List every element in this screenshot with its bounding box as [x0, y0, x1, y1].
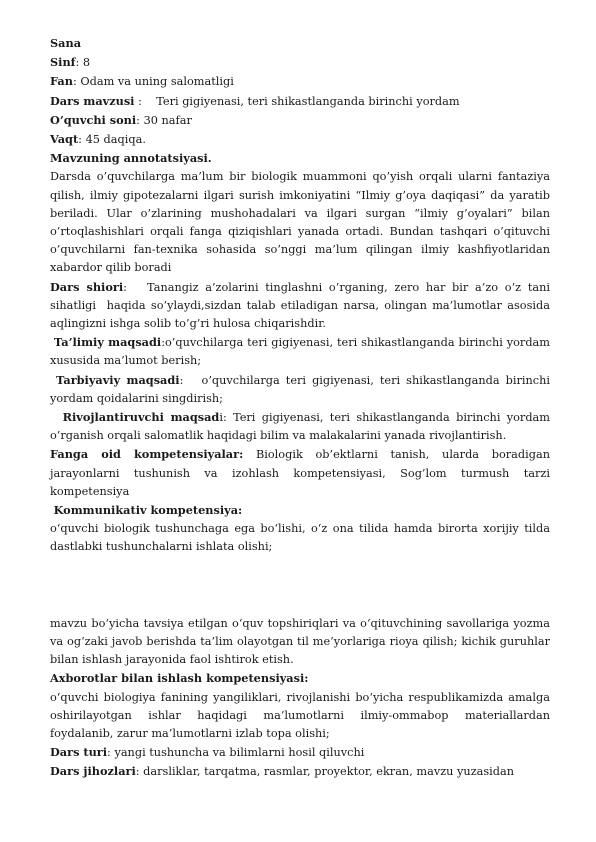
sinf-value: : 8 [75, 56, 91, 70]
annotation-title-line [50, 149, 550, 168]
upbringing-goal [50, 371, 554, 408]
educational-goal [50, 333, 550, 370]
motto-paragraph [50, 278, 554, 334]
sinf-label: Sinf [50, 55, 76, 70]
annotation-text: Darsda o’quvchilarga ma’lum bir biologik muammoni qo’yish orqali ularni fantaziya qilish, ilmiy gipotezalarni ilgari surish imkoniyatini “Ilmiy g’oya daqiqasi” da yaratib beriladi. Ular o’zlarining mushohadalari va ilgari surgan “ilmiy g’oyalari” bilan o’rtoqlashishlari orqali fanga qiziqishlari yanada ortadi. Bundan tashqari o’qituvchi o’quvchilarni fan-texnika sohasida so’nggi ma’lum qilingan ilmiy kashfiyotlaridan xabardor qilib boradi [50, 170, 550, 275]
soni-value: : 30 nafar [136, 113, 192, 127]
lesson-type-label: Dars turi [50, 745, 108, 760]
developmental-goal-suffix: i [219, 411, 223, 425]
communicative-competency-title-line [50, 501, 550, 520]
fan-line [50, 72, 550, 91]
annotation-title: Mavzuning annotatsiyasi. [50, 151, 212, 166]
fan-value: : Odam va uning salomatligi [72, 75, 234, 89]
fan-label: Fan [50, 74, 73, 89]
blank-gap [50, 557, 550, 615]
vaqt-label: Vaqt [50, 132, 79, 147]
info-competency-label: Axborotlar bilan ishlash kompetensiyasi: [50, 671, 309, 686]
sana-line [50, 34, 550, 53]
soni-line [50, 111, 550, 130]
lesson-plan-page [50, 34, 554, 782]
educational-goal-text: :o’quvchilarga teri gigiyenasi, teri shikastlanganda birinchi yordam xususida ma’lumot berish; [50, 336, 551, 368]
vaqt-value: : 45 daqiqa. [78, 133, 146, 147]
mavzu-label: Dars mavzusi [50, 93, 135, 108]
vaqt-line [50, 130, 550, 149]
soni-label: O’quvchi soni [50, 112, 137, 127]
communicative-competency-label: Kommunikativ kompetensiya: [53, 503, 243, 518]
lesson-equipment-text: : darsliklar, tarqatma, rasmlar, proyektor, ekran, mavzu yuzasidan [135, 765, 515, 779]
mavzu-line [50, 92, 550, 111]
developmental-goal [50, 408, 550, 445]
lesson-equipment-line [50, 762, 550, 781]
communicative-competency-text: o‘quvchi biologik tushunchaga ega bo‘lishi, o‘z ona tilida hamda birorta xorijiy tilda dastlabki tushunchalarni ishlata olishi; [50, 522, 550, 554]
motto-text: : Tanangiz a’zolarini tinglashni o’rganing, zero har bir a’zo o’z tani sihatligi haqida so’ylaydi,sizdan talab etiladigan narsa, olingan ma’lumotlar asosida aqlingizni ishga solib to’g’ri hulosa chiqarishdir. [50, 280, 554, 331]
subject-competency-text: Biologik ob’ektlarni tanish, ularda boradigan jarayonlarni tushunish va izohlash kompetensiyasi, Sog’lom turmush tarzi kompetensiya [50, 448, 550, 498]
info-competency-title-line [50, 669, 550, 688]
motto-label: Dars shiori [50, 279, 124, 294]
info-competency-text: o‘quvchi biologiya fanining yangiliklari, rivojlanishi bo‘yicha respublikamizda amalga oshirilayotgan ishlar haqidagi ma’lumotlarni ilmiy-ommabop materiallardan foydalanib, zarur ma’lumotlarni izlab topa olishi; [50, 690, 550, 740]
educational-goal-label: Ta’limiy maqsadi [53, 335, 162, 350]
lesson-type-line [50, 743, 550, 762]
upbringing-goal-text: : o’quvchilarga teri gigiyenasi, teri shikastlanganda birinchi yordam qoidalarini singdirish; [50, 373, 554, 405]
mavzu-value: : Teri gigiyenasi, teri shikastlanganda birinchi yordam [134, 94, 460, 108]
sana-label: Sana [50, 36, 82, 50]
subject-competency-label: Fanga oid kompetensiyalar: [50, 447, 244, 462]
sinf-line [50, 53, 550, 72]
lesson-equipment-label: Dars jihozlari [50, 764, 136, 779]
lesson-type-text: : yangi tushuncha va bilimlarni hosil qiluvchi [107, 746, 365, 760]
continued-competency-text: mavzu bo‘yicha tavsiya etilgan o‘quv topshiriqlari va o‘qituvchining savollariga yozma va og‘zaki javob berishda ta’lim olayotgan til me’yorlariga rioya qilish; kichik guruhlar bilan ishlash jarayonida faol ishtirok etish. [50, 616, 550, 667]
developmental-goal-text: : Teri gigiyenasi, teri shikastlanganda birinchi yordam o’rganish orqali salomatlik haqidagi bilim va malakalarini yanada rivojlantirish. [50, 411, 550, 443]
developmental-goal-label: Rivojlantiruvchi maqsad [62, 410, 220, 425]
subject-competency [50, 445, 550, 501]
upbringing-goal-label: Tarbiyaviy maqsadi [56, 372, 180, 387]
